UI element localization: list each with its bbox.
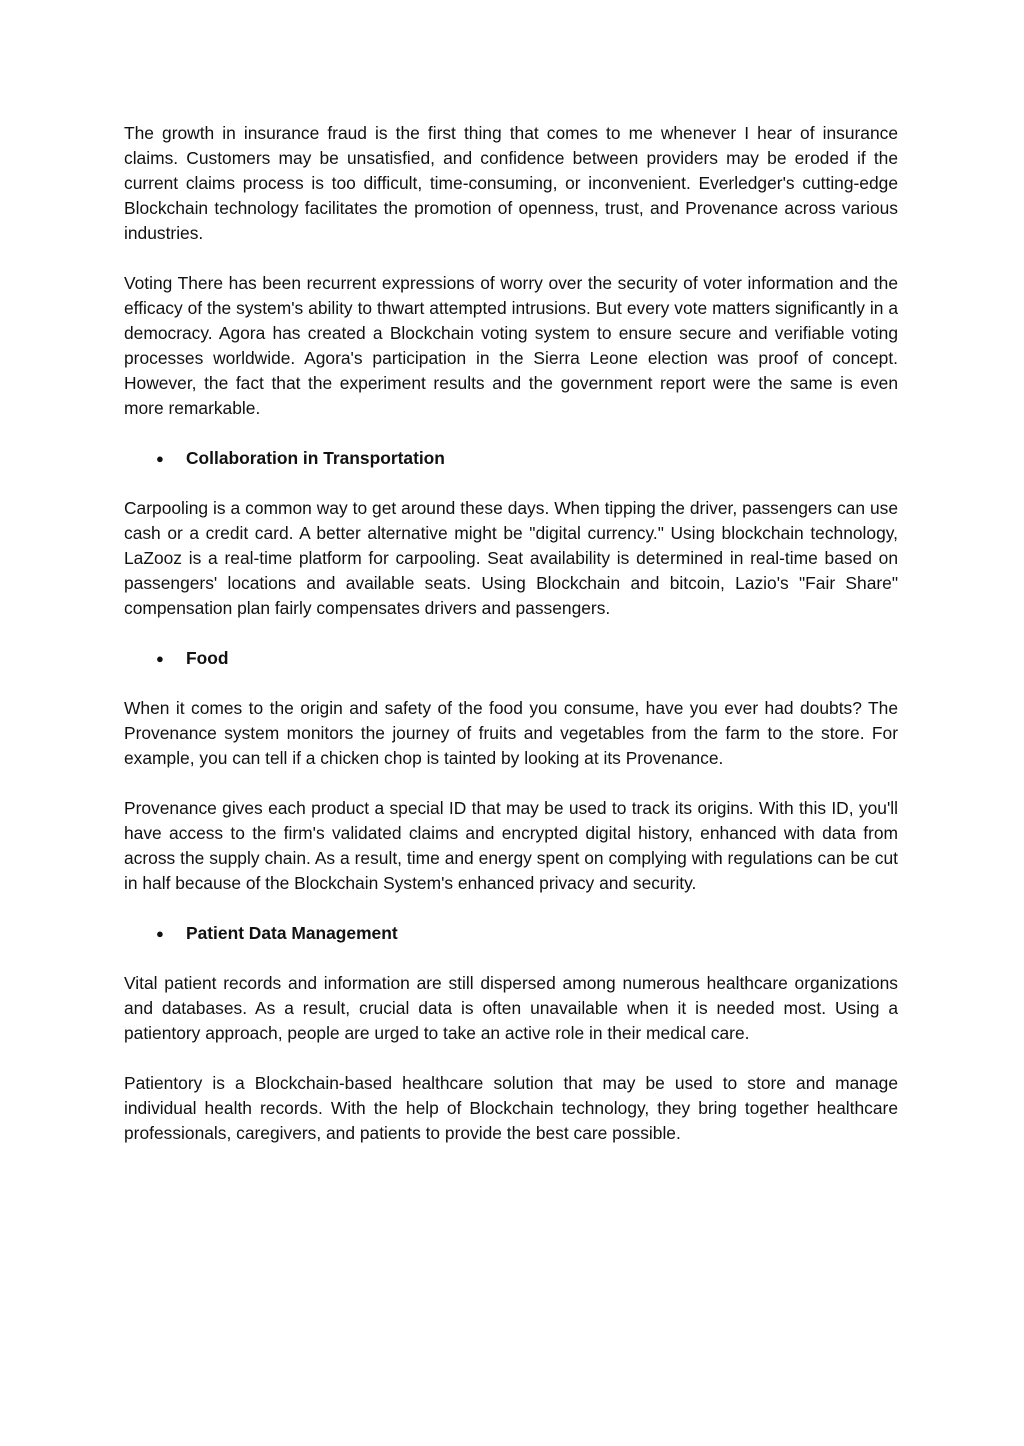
paragraph-patient-records: Vital patient records and information are still dispersed among numerous healthcare organizations and databases. As a result, crucial data is often unavailable when it is needed most. Using a patientory approach, people are urged to take an active role in their medical care. bbox=[124, 973, 898, 1043]
paragraph-carpooling: Carpooling is a common way to get around these days. When tipping the driver, passengers can use cash or a credit card. A better alternative might be "digital currency." Using blockchain technology, LaZooz is a real-time platform for carpooling. Seat availability is determined in real-time based on passengers' locations and available seats. Using Blockchain and bitcoin, Lazio's "Fair Share" compensation plan fairly compensates drivers and passengers. bbox=[124, 498, 898, 618]
paragraph-food-origin: When it comes to the origin and safety of the food you consume, have you ever had doubts? The Provenance system monitors the journey of fruits and vegetables from the farm to the store. For example, you can tell if a chicken chop is tainted by looking at its Provenance. bbox=[124, 698, 898, 768]
heading-patient-data-management bbox=[124, 921, 898, 946]
document-page bbox=[124, 121, 898, 1171]
paragraph-patientory: Patientory is a Blockchain-based healthcare solution that may be used to store and manage individual health records. With the help of Blockchain technology, they bring together healthcare professionals, caregivers, and patients to provide the best care possible. bbox=[124, 1073, 898, 1143]
heading-food bbox=[124, 646, 898, 671]
paragraph-insurance-fraud: The growth in insurance fraud is the first thing that comes to me whenever I hear of insurance claims. Customers may be unsatisfied, and confidence between providers may be eroded if the current claims process is too difficult, time-consuming, or inconvenient. Everledger's cutting-edge Blockchain technology facilitates the promotion of openness, trust, and Provenance across various industries. bbox=[124, 123, 898, 243]
heading-collaboration-in-transportation bbox=[124, 446, 898, 471]
paragraph-voting: Voting There has been recurrent expressions of worry over the security of voter information and the efficacy of the system's ability to thwart attempted intrusions. But every vote matters significantly in a democracy. Agora has created a Blockchain voting system to ensure secure and verifiable voting processes worldwide. Agora's participation in the Sierra Leone election was proof of concept. However, the fact that the experiment results and the government report were the same is even more remarkable. bbox=[124, 273, 898, 418]
paragraph-provenance-id: Provenance gives each product a special ID that may be used to track its origins. With this ID, you'll have access to the firm's validated claims and encrypted digital history, enhanced with data from across the supply chain. As a result, time and energy spent on complying with regulations can be cut in half because of the Blockchain System's enhanced privacy and security. bbox=[124, 798, 898, 893]
bullet-icon: ● bbox=[156, 651, 164, 666]
heading-text: Patient Data Management bbox=[186, 923, 398, 943]
bullet-icon: ● bbox=[156, 451, 164, 466]
heading-text: Collaboration in Transportation bbox=[186, 448, 445, 468]
bullet-icon: ● bbox=[156, 926, 164, 941]
heading-text: Food bbox=[186, 648, 229, 668]
